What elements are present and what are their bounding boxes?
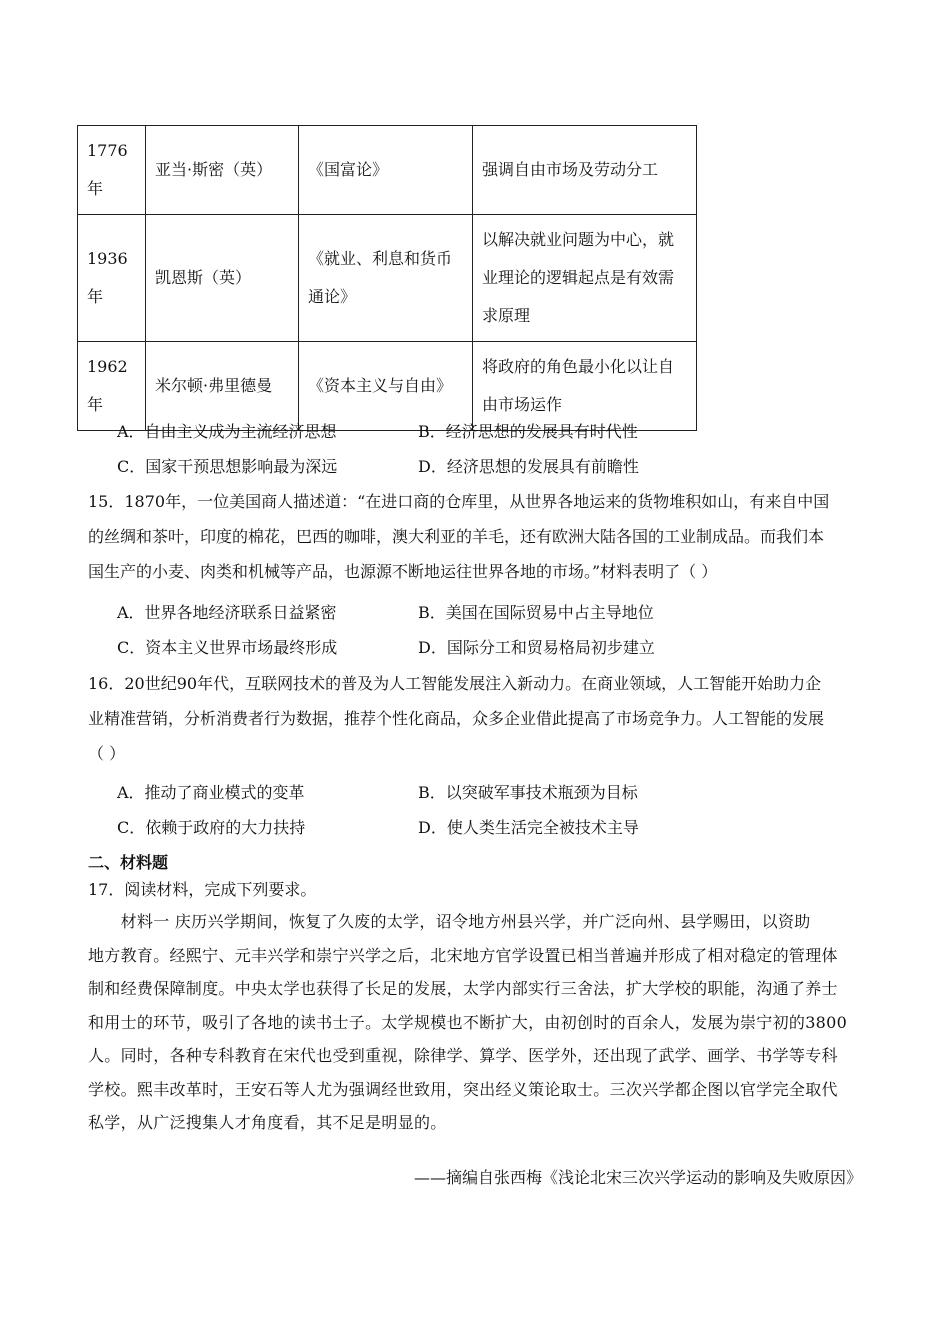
year-cell: 1962年 (78, 342, 146, 431)
person-cell: 凯恩斯（英） (146, 215, 299, 342)
q16-option-c: C．依赖于政府的大力扶持 (117, 818, 306, 837)
table-row (78, 126, 697, 215)
q14-option-c: C．国家干预思想影响最为深远 (117, 457, 338, 476)
table-row (78, 342, 697, 431)
q16-stem: 16．20世纪90年代，互联网技术的普及为人工智能发展注入新动力。在商业领域，人工智能开始助力企 业精准营销，分析消费者行为数据，推荐个性化商品，众多企业借此提高了市场竞争力。人工智能的发展 （ ） (88, 674, 825, 763)
q15-option-d: D．国际分工和贸易格局初步建立 (418, 638, 655, 657)
q14-option-b: B．经济思想的发展具有时代性 (418, 422, 638, 441)
idea-cell: 以解决就业问题为中心，就业理论的逻辑起点是有效需求原理 (473, 215, 697, 342)
idea-cell: 强调自由市场及劳动分工 (473, 126, 697, 215)
q17-material: 材料一 庆历兴学期间，恢复了久废的太学，诏令地方州县兴学，并广泛向州、县学赐田，以资助 地方教育。经熙宁、元丰兴学和崇宁兴学之后，北宋地方官学设置已相当普遍并形成了相对稳定的管理体 制和经费保障制度。中央太学也获得了长足的发展，太学内部实行三舍法，扩大学校的职能，沟通了养士 和用士的环节，吸引了各地的读书士子。太学规模也不断扩大，由初创时的百余人，发展为崇宁初的3800 人。同时，各种专科教育在宋代也受到重视，除律学、算学、医学外，还出现了武学、画学、书学等专科 学校。熙丰改革时，王安石等人尤为强调经世致用，突出经义策论取士。三次兴学都企图以官学完全取代 私学，从广泛搜集人才角度看，其不足是明显的。 (88, 912, 848, 1132)
person-cell: 亚当·斯密（英） (146, 126, 299, 215)
q15-option-b: B．美国在国际贸易中占主导地位 (418, 603, 654, 622)
q15-stem: 15．1870年，一位美国商人描述道：“在进口商的仓库里，从世界各地运来的货物堆积如山，有来自中国 的丝绸和茶叶，印度的棉花，巴西的咖啡，澳大利亚的羊毛，还有欧洲大陆各国的工业制成品。而我们本 国生产的小麦、肉类和机械等产品，也源源不断地运往世界各地的市场。”材料表明了（ ） (88, 492, 830, 581)
q16-option-b: B．以突破军事技术瓶颈为目标 (418, 783, 638, 802)
person-cell: 米尔顿·弗里德曼 (146, 342, 299, 431)
section-title: 二、材料题 (88, 853, 169, 872)
economists-table (77, 125, 697, 431)
q14-option-a: A．自由主义成为主流经济思想 (117, 422, 337, 441)
table-row (78, 215, 697, 342)
q15-option-c: C．资本主义世界市场最终形成 (117, 638, 338, 657)
year-cell: 1936年 (78, 215, 146, 342)
material-source: ——摘编自张西梅《浅论北宋三次兴学运动的影响及失败原因》 (413, 1168, 862, 1187)
work-cell: 《国富论》 (299, 126, 473, 215)
q17-stem: 17．阅读材料，完成下列要求。 (88, 880, 317, 899)
q16-option-d: D．使人类生活完全被技术主导 (418, 818, 639, 837)
q16-option-a: A．推动了商业模式的变革 (117, 783, 305, 802)
work-cell: 《资本主义与自由》 (299, 342, 473, 431)
idea-cell: 将政府的角色最小化以让自由市场运作 (473, 342, 697, 431)
q14-option-d: D．经济思想的发展具有前瞻性 (418, 457, 639, 476)
work-cell: 《就业、利息和货币通论》 (299, 215, 473, 342)
year-cell: 1776年 (78, 126, 146, 215)
q15-option-a: A．世界各地经济联系日益紧密 (117, 603, 337, 622)
